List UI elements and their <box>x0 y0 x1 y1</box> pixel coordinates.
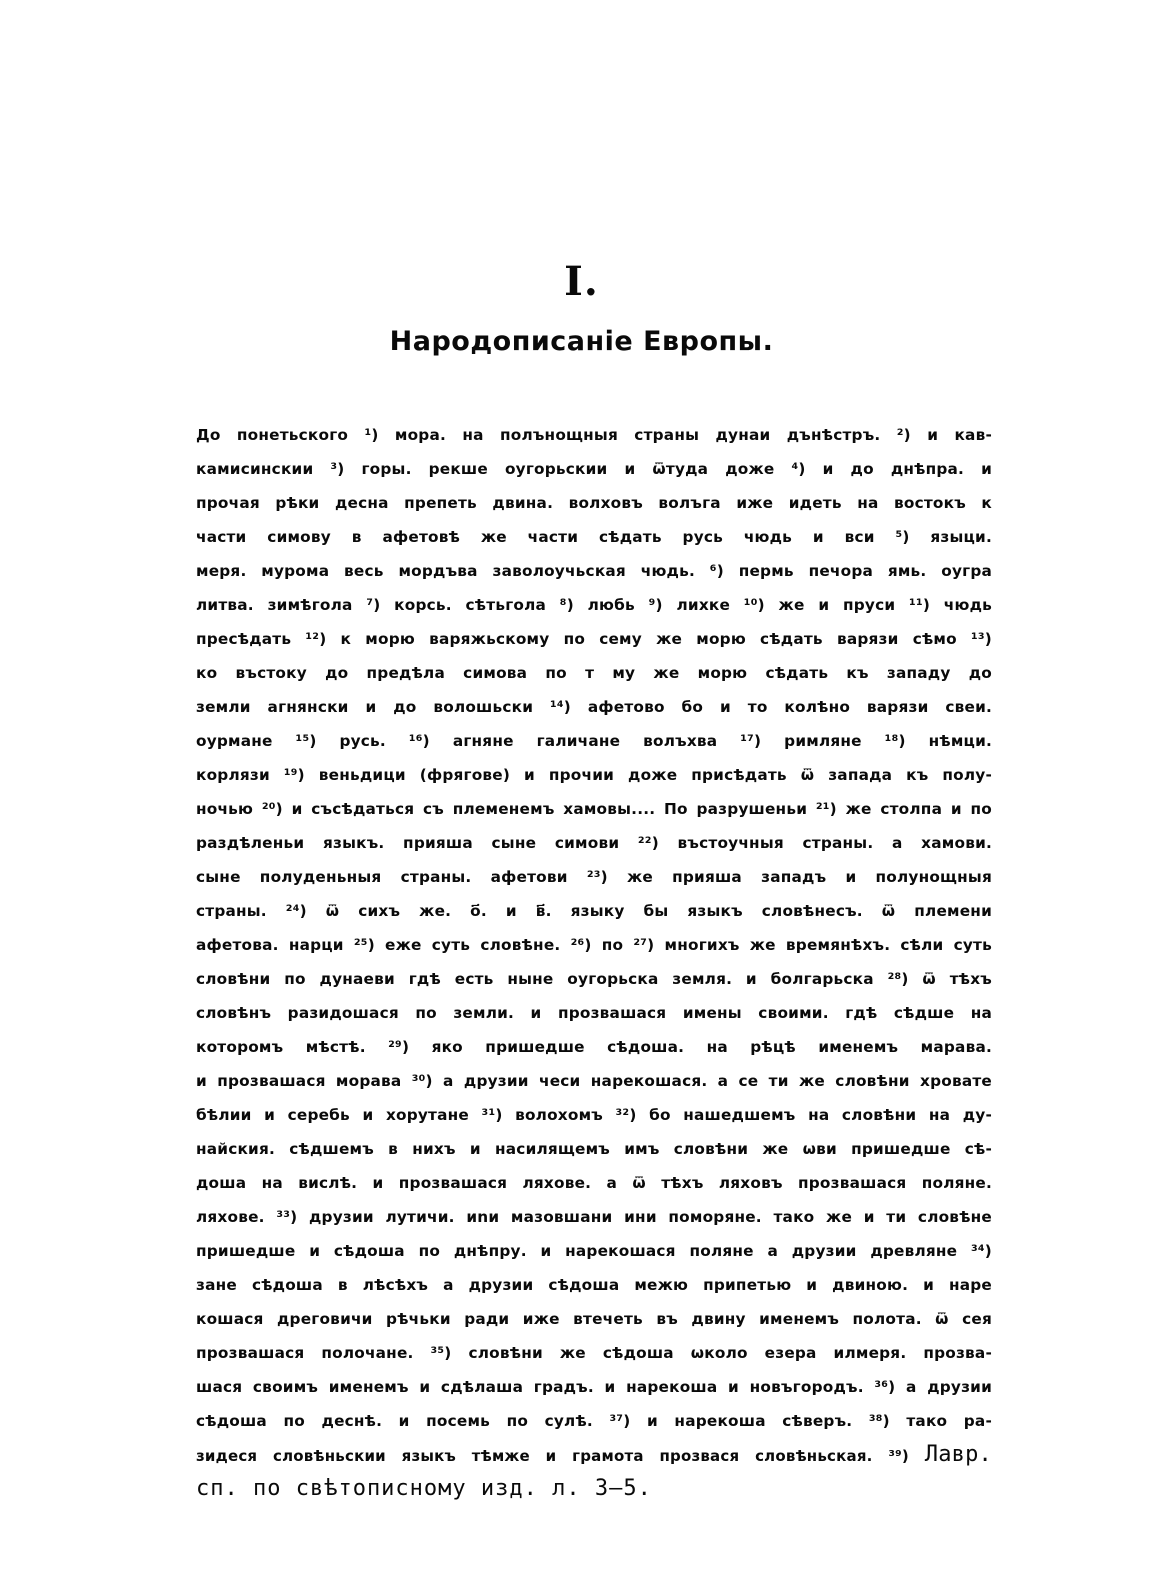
text-line: оурмане ¹⁵) русь. ¹⁶) агняне галичане волъхва ¹⁷) римляне ¹⁸) нѣмци. <box>196 732 992 750</box>
text-line: сыне полуденьныя страны. афетови ²³) же прияша западъ и полунощныя <box>196 868 992 886</box>
text-line: литва. зимѣгола ⁷) корсь. сѣтьгола ⁸) любь ⁹) лихке ¹⁰) же и пруси ¹¹) чюдь <box>196 596 992 614</box>
source-citation: сп. по свѣтописному изд. л. 3—5. <box>196 1476 652 1501</box>
text-line: кошася дреговичи рѣчьки ради иже втечеть въ двину именемъ полота. ѿ сея <box>196 1310 992 1328</box>
text-line: словѣни по дунаеви гдѣ есть ныне оугорьска земля. и болгарьска ²⁸) ѿ тѣхъ <box>196 970 992 988</box>
text-line: словѣнъ разидошася по земли. и прозвашася имены своими. гдѣ сѣдше на <box>196 1004 992 1022</box>
source-reference: Лавр. <box>924 1442 992 1467</box>
text-line: сѣдоша по деснѣ. и посемь по сулѣ. ³⁷) и нарекоша сѣверъ. ³⁸) тако ра- <box>196 1412 992 1430</box>
text-line: земли агнянски и до волошьски ¹⁴) афетово бо и то колѣно варязи свеи. <box>196 698 992 716</box>
text-line: прочая рѣки десна препеть двина. волховъ волъга иже идеть на востокъ к <box>196 494 992 512</box>
text-line: пришедше и сѣдоша по днѣпру. и нарекошася поляне а друзии древляне ³⁴) <box>196 1242 992 1260</box>
body-text <box>196 418 992 1506</box>
text-line: До понетьского ¹) мора. на полънощныя страны дунаи дънѣстръ. ²) и кав- <box>196 426 992 444</box>
text-line: афетова. нарци ²⁵) еже суть словѣне. ²⁶) по ²⁷) многихъ же времянѣхъ. сѣли суть <box>196 936 992 954</box>
text-line-with-source <box>196 1438 992 1472</box>
text-line: ночью ²⁰) и съсѣдаться съ племенемъ хамовы.... По разрушеньи ²¹) же столпа и по <box>196 800 992 818</box>
text-line: зане сѣдоша в лѣсѣхъ а друзии сѣдоша межю припетью и двиною. и наре <box>196 1276 992 1294</box>
chapter-title: Народописаніе Европы. <box>389 326 774 357</box>
text-line: которомъ мѣстѣ. ²⁹) яко пришедше сѣдоша. на рѣцѣ именемъ марава. <box>196 1038 992 1056</box>
text-line: найския. сѣдшемъ в нихъ и насилящемъ имъ словѣни же ѡви пришедше сѣ- <box>196 1140 992 1158</box>
text-line: ляхове. ³³) друзии лутичи. иnи мазовшани ини поморяне. тако же и ти словѣне <box>196 1208 992 1226</box>
text-line: раздѣленьи языкъ. прияша сыне симови ²²) въстоучныя страны. а хамови. <box>196 834 992 852</box>
text-line: пресѣдать ¹²) к морю варяжьскому по сему же морю сѣдать варязи сѣмо ¹³) <box>196 630 992 648</box>
text-line: ко въстоку до предѣла симова по т му же морю сѣдать къ западу до <box>196 664 992 682</box>
text-line: доша на вислѣ. и прозвашася ляхове. а ѿ тѣхъ ляховъ прозвашася поляне. <box>196 1174 992 1192</box>
text-line: шася своимъ именемъ и сдѣлаша градъ. и нарекоша и новъгородъ. ³⁶) а друзии <box>196 1378 992 1396</box>
text-line: корлязи ¹⁹) веньдици (фрягове) и прочии доже присѣдать ѿ запада къ полу- <box>196 766 992 784</box>
text-line: прозвашася полочане. ³⁵) словѣни же сѣдоша ѡколо езера илмеря. прозва- <box>196 1344 992 1362</box>
text-line: части симову в афетовѣ же части сѣдать русь чюдь и вси ⁵) языци. <box>196 528 992 546</box>
text-line: меря. мурома весь мордъва заволоучьская чюдь. ⁶) пермь печора ямь. оугра <box>196 562 992 580</box>
text-line: и прозвашася морава ³⁰) а друзии чеси нарекошася. а се ти же словѣни хровате <box>196 1072 992 1090</box>
chapter-number: I. <box>564 258 599 305</box>
text-line: камисинскии ³) горы. рекше оугорьскии и ѿтуда доже ⁴) и до днѣпра. и <box>196 460 992 478</box>
text-line: бѣлии и серебь и хорутане ³¹) волохомъ ³²) бо нашедшемъ на словѣни на ду- <box>196 1106 992 1124</box>
text-line: зидеся словѣньскии языкъ тѣмже и грамота прозвася словѣньская. ³⁹) <box>196 1447 909 1465</box>
text-line: страны. ²⁴) ѿ сихъ же. о҃. и в҃. языку бы языкъ словѣнесъ. ѿ племени <box>196 902 992 920</box>
